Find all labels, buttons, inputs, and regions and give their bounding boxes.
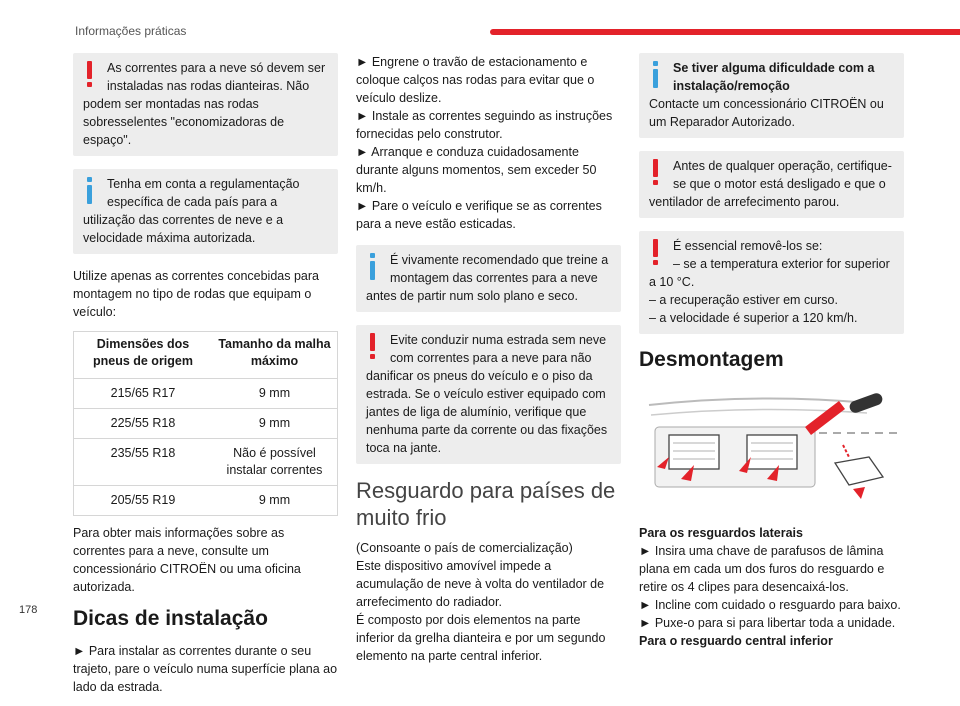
column-1	[73, 53, 338, 706]
table-cell: 235/55 R18	[74, 439, 212, 486]
table-row	[74, 439, 338, 486]
table-header-cell: Tamanho da malha máximo	[218, 337, 331, 368]
table-cell: 225/55 R18	[74, 409, 212, 439]
warning-box-no-snow	[356, 325, 621, 464]
intro-text: Utilize apenas as correntes concebidas para montagem no tipo de rodas que equipam o veículo:	[73, 269, 319, 319]
table-cell: 9 mm	[212, 379, 338, 409]
running-header: Informações práticas	[75, 24, 187, 38]
tyre-chain-table	[73, 331, 338, 516]
section-heading-removal: Desmontagem	[639, 348, 784, 371]
info-box-practice	[356, 245, 621, 312]
warning-icon	[83, 59, 97, 89]
install-step: ► Para instalar as correntes durante o seu trajeto, pare o veículo numa superfície plana ao lado da estrada.	[73, 644, 338, 694]
table-cell: 9 mm	[212, 409, 338, 439]
warning-line: – a velocidade é superior a 120 km/h.	[649, 311, 858, 325]
info-icon	[366, 251, 380, 281]
table-row	[74, 409, 338, 439]
info-box-difficulty	[639, 53, 904, 138]
warning-text: Evite conduzir numa estrada sem neve com correntes para a neve para não danificar os pneus do veículo e o piso da estrada. Se o veículo estiver equipado com jantes de liga de alumínio, verifique que nenhuma parte da corrente ou das fixações toca na jante.	[366, 333, 608, 455]
table-cell: 205/55 R19	[74, 486, 212, 516]
page-number: 178	[19, 604, 38, 616]
subheading-central: Para o resguardo central inferior	[639, 634, 833, 648]
removal-step: ► Puxe-o para si para libertar toda a unidade.	[639, 616, 896, 630]
install-step: ► Instale as correntes seguindo as instruções fornecidas pelo construtor.	[356, 109, 613, 141]
removal-illustration	[639, 387, 899, 505]
subheading-lateral: Para os resguardos laterais	[639, 526, 803, 540]
table-row	[74, 486, 338, 516]
table-row	[74, 379, 338, 409]
warning-line: É essencial removê-los se:	[673, 239, 823, 253]
table-header-cell: Dimensões dos pneus de origem	[92, 337, 193, 368]
table-cell: 9 mm	[212, 486, 338, 516]
info-text: É vivamente recomendado que treine a montagem das correntes para a neve antes de partir num solo plano e seco.	[366, 253, 609, 303]
column-2	[356, 53, 621, 675]
more-info-text: Para obter mais informações sobre as correntes para a neve, consulte um concessionário CITROËN ou uma oficina autorizada.	[73, 526, 301, 594]
warning-box-remove	[639, 231, 904, 334]
table-cell: 215/65 R17	[74, 379, 212, 409]
install-step: ► Arranque e conduza cuidadosamente durante alguns momentos, sem exceder 50 km/h.	[356, 145, 597, 195]
removal-step: ► Incline com cuidado o resguardo para baixo.	[639, 598, 901, 612]
warning-icon	[649, 237, 663, 267]
table-header-row	[74, 332, 338, 379]
install-step: ► Engrene o travão de estacionamento e coloque calços nas rodas para evitar que o veículo deslize.	[356, 55, 595, 105]
warning-icon	[366, 331, 380, 361]
info-text: Contacte um concessionário CITROËN ou um Reparador Autorizado.	[649, 97, 884, 129]
install-step: ► Pare o veículo e verifique se as correntes para a neve estão esticadas.	[356, 199, 602, 231]
cold-screen-text-1: (Consoante o país de comercialização) Este dispositivo amovível impede a acumulação de neve à volta do ventilador de arrefecimento do radiador.	[356, 541, 605, 609]
info-icon	[649, 59, 663, 89]
warning-line: – a recuperação estiver em curso.	[649, 293, 838, 307]
warning-icon	[649, 157, 663, 187]
section-heading-installation: Dicas de instalação	[73, 607, 268, 630]
table-cell: Não é possível instalar correntes	[212, 439, 338, 486]
warning-text: As correntes para a neve só devem ser instaladas nas rodas dianteiras. Não podem ser montadas nas rodas sobresselentes "economizadoras de espaço".	[83, 61, 326, 147]
removal-step: ► Insira uma chave de parafusos de lâmina plana em cada um dos furos do resguardo e retire os 4 clipes para desencaixá-los.	[639, 544, 885, 594]
cold-screen-text-2: É composto por dois elementos na parte inferior da grelha dianteira e por um segundo elemento na parte central inferior.	[356, 613, 606, 663]
info-box-regulation	[73, 169, 338, 254]
section-heading-cold-countries: Resguardo para países de muito frio	[356, 478, 616, 530]
info-text: Tenha em conta a regulamentação específica de cada país para a utilização das correntes de neve e a velocidade máxima autorizada.	[83, 177, 300, 245]
column-3	[639, 53, 904, 650]
install-steps	[356, 53, 621, 233]
info-title: Se tiver alguma dificuldade com a instalação/remoção	[673, 61, 875, 93]
warning-box-engine-off	[639, 151, 904, 218]
warning-line: – se a temperatura exterior for superior a 10 °C.	[649, 257, 890, 289]
warning-box-front-wheels	[73, 53, 338, 156]
header-red-bar	[490, 29, 960, 35]
info-icon	[83, 175, 97, 205]
warning-text: Antes de qualquer operação, certifique-se que o motor está desligado e que o ventilador de arrefecimento parou.	[649, 159, 892, 209]
